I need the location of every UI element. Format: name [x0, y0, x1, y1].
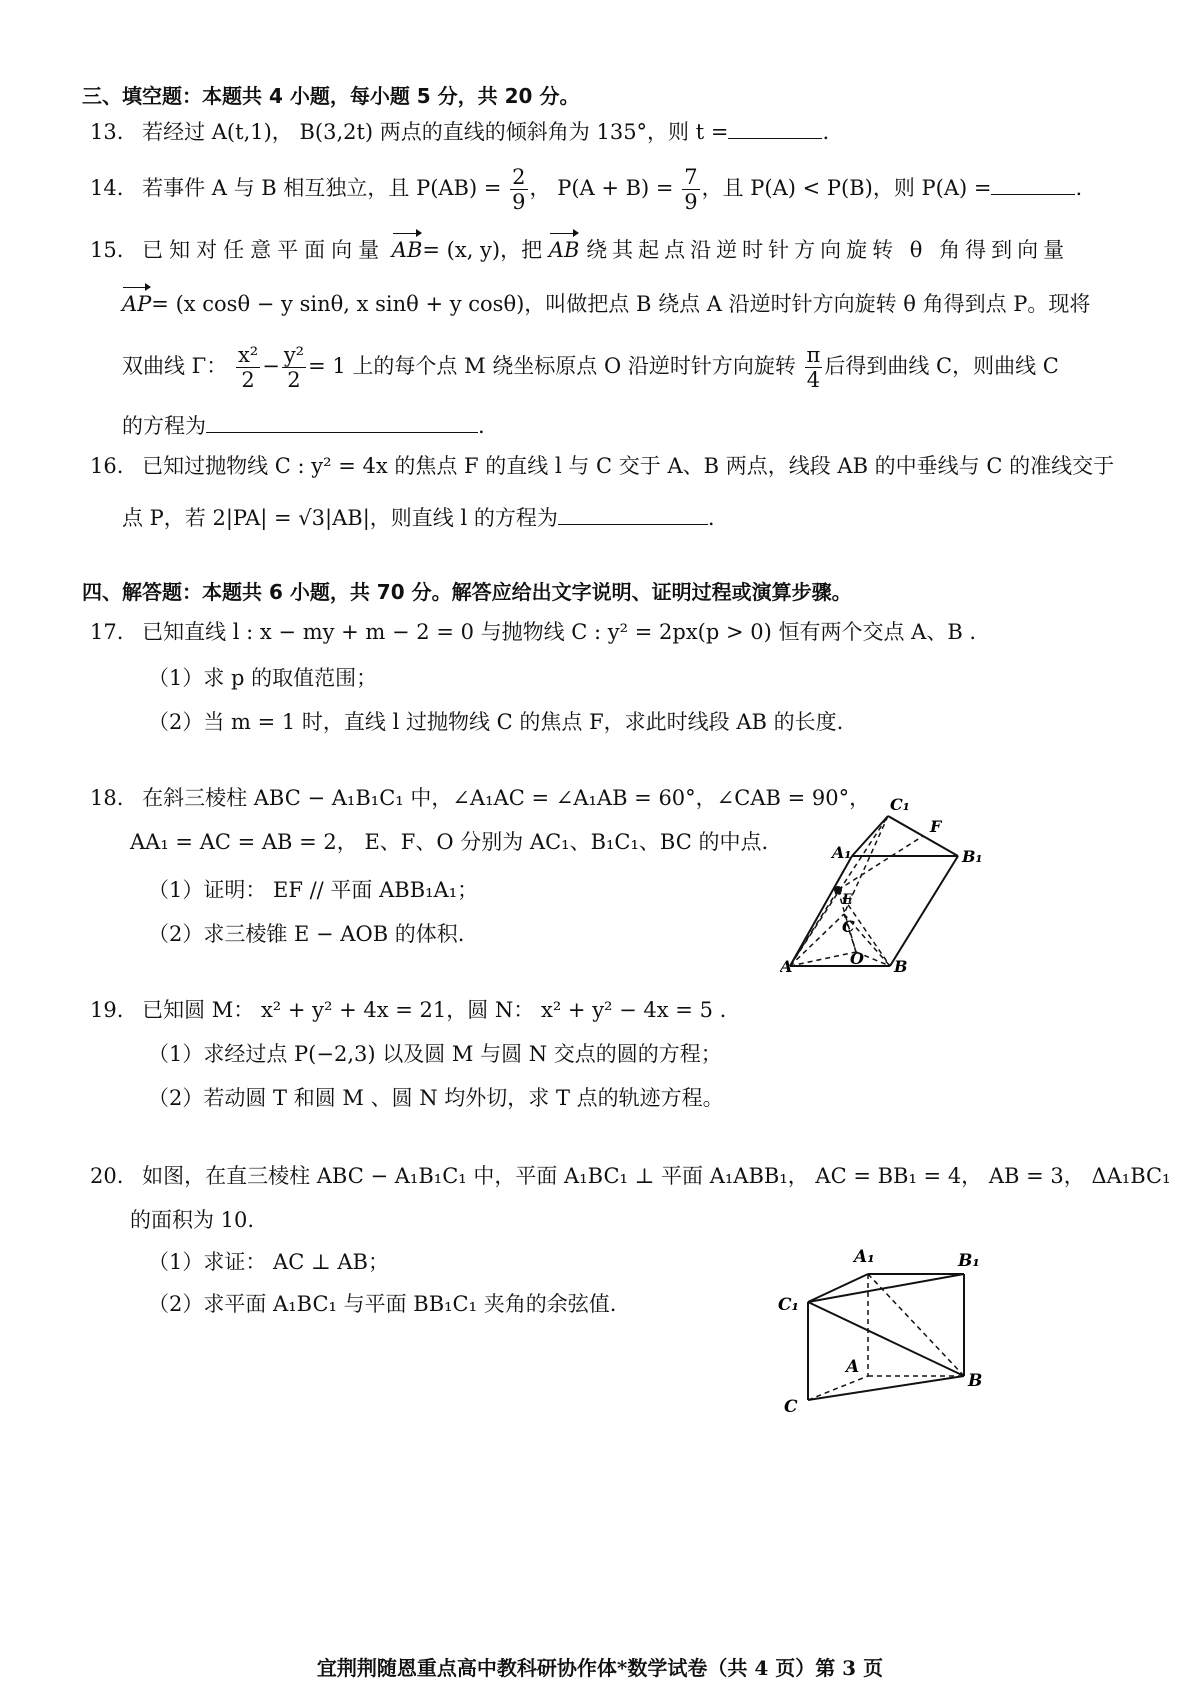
- question-20-part-1: （1）求证： AC ⊥ AB；: [148, 1250, 389, 1274]
- answer-blank: [728, 120, 822, 139]
- fraction-denominator: 4: [806, 368, 821, 392]
- question-text-end: .: [478, 414, 485, 438]
- question-18-part-2: （2）求三棱锥 E − AOB 的体积.: [148, 922, 465, 946]
- question-20-part-2: （2）求平面 A₁BC₁ 与平面 BB₁C₁ 夹角的余弦值.: [148, 1292, 617, 1316]
- label-o: O: [850, 949, 864, 968]
- question-18-part-1: （1）证明： EF // 平面 ABB₁A₁；: [148, 878, 479, 902]
- question-text: 的方程为: [122, 414, 206, 438]
- question-17: [90, 618, 976, 646]
- question-17-part-2: （2）当 m = 1 时，直线 l 过抛物线 C 的焦点 F，求此时线段 AB 的长度.: [148, 710, 844, 734]
- question-text: 已知圆 M： x² + y² + 4x = 21，圆 N： x² + y² − 4x = 5 .: [142, 998, 727, 1022]
- fraction-x-squared: [236, 343, 260, 392]
- fraction-y-squared: [282, 343, 306, 392]
- label-b: B: [968, 1371, 983, 1391]
- question-number: 15.: [90, 238, 124, 262]
- question-text: 后得到曲线 C，则曲线 C: [824, 354, 1059, 378]
- question-text: 已知对任意平面向量: [142, 238, 386, 262]
- minus-sign: −: [262, 354, 280, 378]
- right-prism-figure: [770, 1240, 1020, 1440]
- point-e-dot: [834, 886, 842, 894]
- question-number: 19.: [90, 998, 124, 1022]
- fraction-denominator: 2: [241, 368, 255, 392]
- oblique-prism-figure: [780, 790, 1010, 990]
- fraction-denominator: 2: [287, 368, 301, 392]
- question-text: 双曲线 Γ：: [122, 354, 228, 378]
- question-number: 16.: [90, 454, 124, 478]
- fraction-p-ab: [510, 165, 527, 214]
- question-text-end: .: [1075, 176, 1083, 200]
- question-text: 若事件 A 与 B 相互独立，且 P(AB) =: [142, 176, 502, 200]
- fraction-denominator: 9: [684, 190, 698, 214]
- section-4-header: 四、解答题：本题共 6 小题，共 70 分。解答应给出文字说明、证明过程或演算步骤。: [82, 580, 852, 604]
- question-18: [90, 784, 870, 812]
- fraction-denominator: 9: [512, 190, 526, 214]
- label-c: C: [784, 1397, 798, 1417]
- question-15-line-1: [90, 236, 1069, 264]
- question-19: [90, 996, 726, 1024]
- question-20-line-2: 的面积为 10.: [130, 1208, 255, 1232]
- question-19-part-2: （2）若动圆 T 和圆 M 、圆 N 均外切，求 T 点的轨迹方程。: [148, 1086, 724, 1110]
- prism-edges: [808, 1274, 964, 1400]
- question-text: 若经过 A(t,1)， B(3,2t) 两点的直线的倾斜角为 135°，则 t =: [142, 120, 729, 144]
- vector-ab: AB: [391, 238, 423, 262]
- label-b: B: [894, 957, 908, 976]
- question-14: [90, 162, 1082, 214]
- label-b1: B₁: [958, 1251, 980, 1271]
- fraction-pi-over-4: [805, 343, 823, 392]
- question-20: [90, 1162, 1171, 1190]
- question-text: = 1 上的每个点 M 绕坐标原点 O 沿逆时针方向旋转: [308, 354, 796, 378]
- answer-blank: [558, 506, 708, 525]
- question-text: = (x cosθ − y sinθ, x sinθ + y cosθ)，叫做把点 B 绕点 A 沿逆时针方向旋转 θ 角得到点 P。现将: [151, 292, 1091, 316]
- question-text: ，且 P(A) < P(B)，则 P(A) =: [701, 176, 992, 200]
- question-text: 绕其起点沿逆时针方向旋转 θ 角得到向量: [586, 238, 1070, 262]
- section-3-header: 三、填空题：本题共 4 小题，每小题 5 分，共 20 分。: [82, 84, 580, 108]
- question-number: 14.: [90, 176, 124, 200]
- question-text: ， P(A + B) =: [529, 176, 674, 200]
- label-c1: C₁: [890, 795, 910, 814]
- label-b1: B₁: [962, 847, 983, 866]
- label-a: A: [846, 1357, 860, 1377]
- question-text: 已知过抛物线 C : y² = 4x 的焦点 F 的直线 l 与 C 交于 A、B 两点，线段 AB 的中垂线与 C 的准线交于: [142, 454, 1115, 478]
- vector-ab: AB: [548, 238, 580, 262]
- label-f: F: [930, 817, 942, 836]
- vector-ap: AP: [122, 292, 152, 316]
- answer-blank: [206, 414, 478, 433]
- fraction-numerator: 7: [684, 165, 698, 189]
- question-19-part-1: （1）求经过点 P(−2,3) 以及圆 M 与圆 N 交点的圆的方程；: [148, 1042, 722, 1066]
- question-text-end: .: [707, 506, 715, 530]
- label-c: C: [842, 917, 855, 936]
- question-number: 18.: [90, 786, 124, 810]
- fraction-numerator: 2: [512, 165, 526, 189]
- question-16-line-2: [122, 504, 715, 532]
- question-text: 点 P，若 2|PA| = √3|AB|，则直线 l 的方程为: [122, 506, 558, 530]
- question-text: 已知直线 l : x − my + m − 2 = 0 与抛物线 C : y² = 2px(p > 0) 恒有两个交点 A、B .: [142, 620, 977, 644]
- fraction-p-a-plus-b: [682, 165, 699, 214]
- label-c1: C₁: [778, 1295, 799, 1315]
- label-a1: A₁: [832, 843, 852, 862]
- fraction-numerator: x²: [237, 343, 259, 367]
- question-15-line-4: [122, 412, 485, 440]
- fraction-numerator: y²: [283, 343, 305, 367]
- fraction-numerator: π: [806, 343, 821, 367]
- question-13: [90, 118, 829, 146]
- question-number: 13.: [90, 120, 124, 144]
- question-18-line-2: AA₁ = AC = AB = 2， E、F、O 分别为 AC₁、B₁C₁、BC 的中点.: [130, 830, 769, 854]
- question-text: 在斜三棱柱 ABC − A₁B₁C₁ 中，∠A₁AC = ∠A₁AB = 60°，∠CAB = 90°，: [142, 786, 871, 810]
- question-17-part-1: （1）求 p 的取值范围；: [148, 666, 378, 690]
- question-text: = (x, y)，把: [422, 238, 543, 262]
- answer-blank: [991, 176, 1075, 195]
- label-a1: A₁: [854, 1247, 875, 1267]
- question-number: 20.: [90, 1164, 124, 1188]
- question-text-end: .: [822, 120, 830, 144]
- hidden-edges: [808, 1274, 964, 1400]
- question-text: 如图，在直三棱柱 ABC − A₁B₁C₁ 中，平面 A₁BC₁ ⊥ 平面 A₁ABB₁， AC = BB₁ = 4， AB = 3， ΔA₁BC₁: [142, 1164, 1171, 1188]
- question-16-line-1: [90, 452, 1114, 480]
- label-a: A: [780, 957, 793, 976]
- question-15-line-2: [122, 290, 1090, 318]
- label-e: E: [842, 892, 853, 908]
- question-number: 17.: [90, 620, 124, 644]
- question-15-line-3: [122, 340, 1059, 392]
- page-footer: 宜荆荆随恩重点高中教科研协作体*数学试卷（共 4 页）第 3 页: [316, 1656, 884, 1680]
